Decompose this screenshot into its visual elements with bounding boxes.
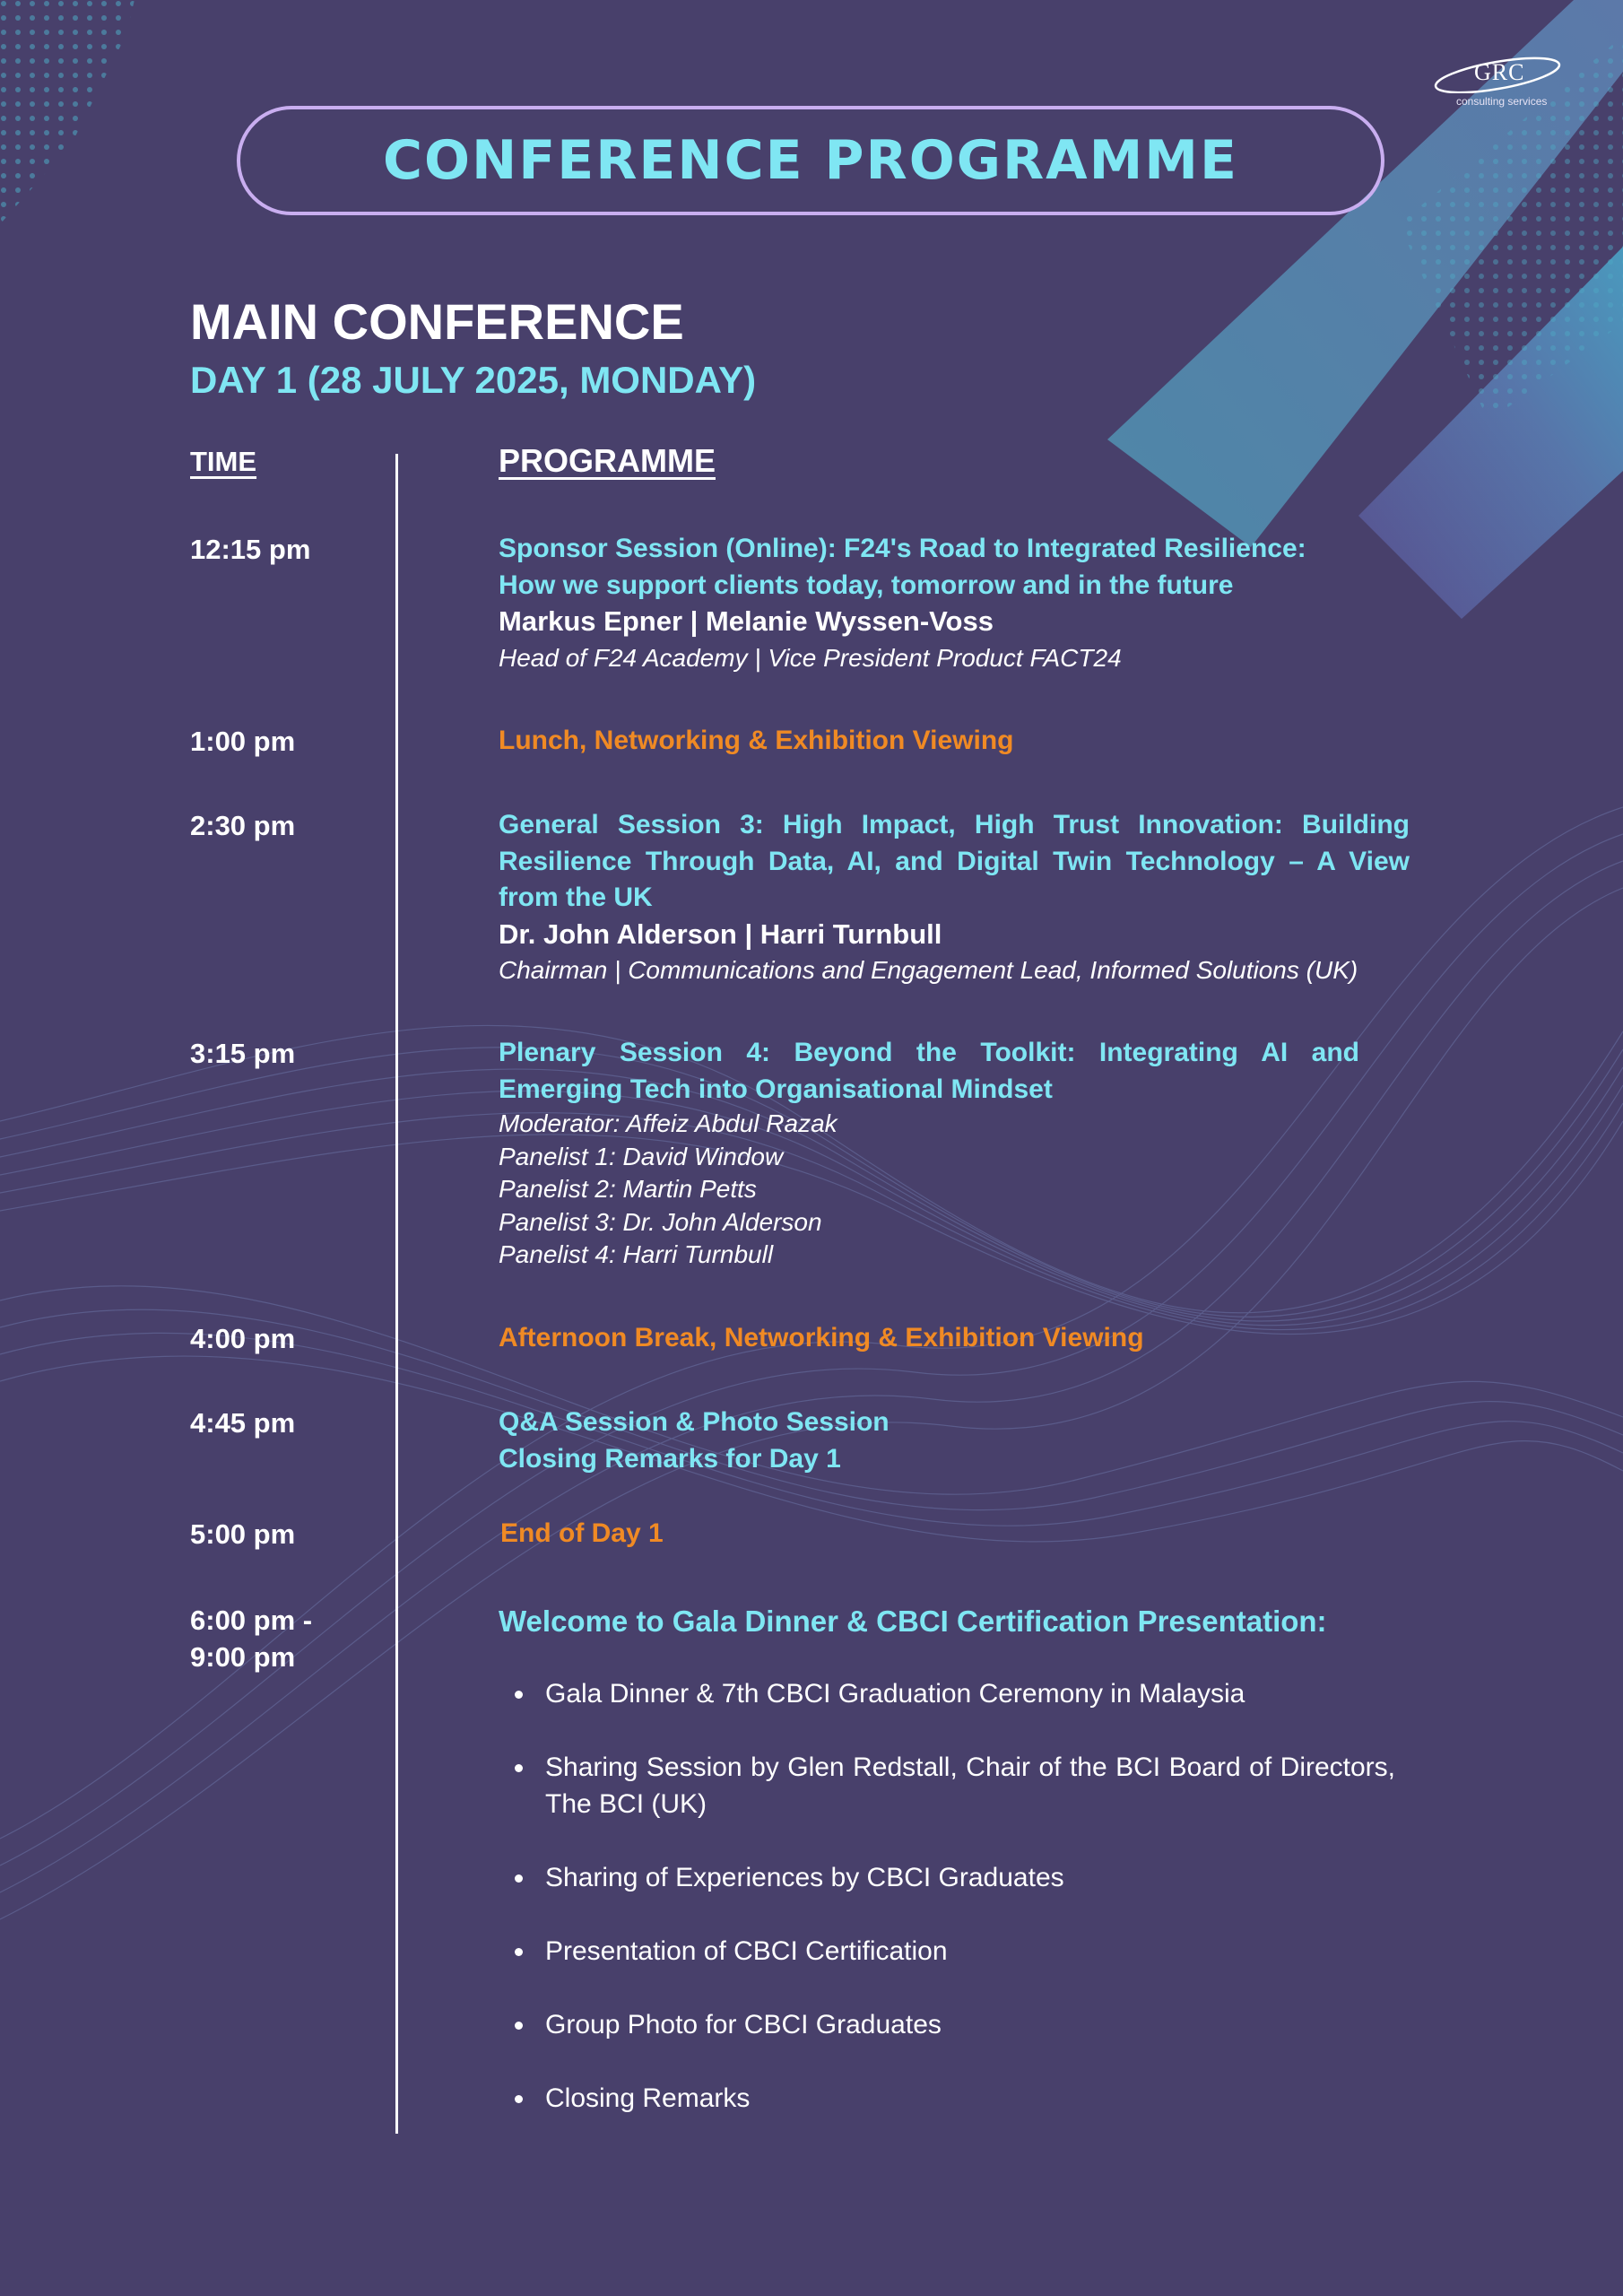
- schedule-time: 3:15 pm: [190, 1038, 296, 1069]
- list-item: Sharing of Experiences by CBCI Graduates: [499, 1859, 1395, 1896]
- session-title-line: Closing Remarks for Day 1: [499, 1443, 841, 1474]
- bullet-icon: [515, 2022, 523, 2030]
- schedule-time: 5:00 pm: [190, 1518, 296, 1550]
- session-roles: Head of F24 Academy | Vice President Product FACT24: [499, 643, 1122, 672]
- gala-agenda-list: [499, 1675, 1395, 2153]
- programme-column-header: PROGRAMME: [499, 442, 716, 479]
- bullet-icon: [515, 1764, 523, 1772]
- panel-member: Panelist 1: David Window: [499, 1142, 784, 1170]
- schedule-time: 4:00 pm: [190, 1323, 296, 1354]
- schedule-item: [499, 531, 1410, 676]
- logo-text: GRC: [1474, 59, 1525, 85]
- schedule-item: [500, 1516, 1411, 1552]
- list-item: Closing Remarks: [499, 2080, 1395, 2117]
- page-title: CONFERENCE PROGRAMME: [382, 129, 1238, 192]
- time-line: 9:00 pm: [190, 1641, 296, 1673]
- list-item: Group Photo for CBCI Graduates: [499, 2006, 1395, 2043]
- time-line: 6:00 pm -: [190, 1605, 313, 1636]
- schedule-item: [499, 723, 1410, 760]
- main-heading: MAIN CONFERENCE: [190, 293, 684, 350]
- list-item: Gala Dinner & 7th CBCI Graduation Ceremony in Malaysia: [499, 1675, 1395, 1712]
- title-banner: [237, 106, 1384, 215]
- session-title-line: Q&A Session & Photo Session: [499, 1407, 890, 1437]
- schedule-item: [499, 1320, 1410, 1357]
- break-title: Lunch, Networking & Exhibition Viewing: [499, 726, 1014, 755]
- gala-title: Welcome to Gala Dinner & CBCI Certification Presentation:: [499, 1605, 1327, 1638]
- session-speakers: Dr. John Alderson | Harri Turnbull: [499, 918, 942, 950]
- schedule-time: [190, 1602, 312, 1675]
- schedule-time: 4:45 pm: [190, 1407, 296, 1439]
- column-divider: [395, 454, 398, 2134]
- day-heading: DAY 1 (28 JULY 2025, MONDAY): [190, 359, 757, 401]
- list-item: Presentation of CBCI Certification: [499, 1933, 1395, 1970]
- schedule-item: [499, 1604, 1410, 1640]
- bullet-icon: [515, 1874, 523, 1883]
- session-title-line: Sponsor Session (Online): F24's Road to Integrated Resilience:: [499, 534, 1306, 563]
- panel-member: Panelist 4: Harri Turnbull: [499, 1240, 774, 1268]
- panel-member: Panelist 3: Dr. John Alderson: [499, 1207, 822, 1236]
- break-title: Afternoon Break, Networking & Exhibition Viewing: [499, 1323, 1144, 1352]
- logo-subtext: consulting services: [1456, 95, 1548, 108]
- session-roles: Chairman | Communications and Engagement Lead, Informed Solutions (UK): [499, 956, 1358, 984]
- schedule-item: [499, 1405, 1410, 1477]
- bullet-icon: [515, 1691, 523, 1699]
- schedule-time: 12:15 pm: [190, 534, 311, 565]
- grc-logo: [1431, 48, 1566, 113]
- bullet-icon: [515, 2095, 523, 2103]
- schedule-time: 2:30 pm: [190, 810, 296, 841]
- list-item: Sharing Session by Glen Redstall, Chair of the BCI Board of Directors, The BCI (UK): [499, 1749, 1395, 1822]
- panel-member: Moderator: Affeiz Abdul Razak: [499, 1109, 838, 1137]
- time-column-header: TIME: [190, 446, 257, 477]
- bullet-icon: [515, 1948, 523, 1956]
- schedule-item: [499, 1035, 1359, 1272]
- session-title: Plenary Session 4: Beyond the Toolkit: Integrating AI and Emerging Tech into Organisational Mindset: [499, 1038, 1359, 1104]
- schedule-time: 1:00 pm: [190, 726, 296, 757]
- end-of-day-label: End of Day 1: [500, 1518, 664, 1548]
- schedule-item: [499, 807, 1410, 989]
- session-title-line: How we support clients today, tomorrow and in the future: [499, 570, 1234, 600]
- session-title: General Session 3: High Impact, High Trust Innovation: Building Resilience Through Data, AI, and Digital Twin Technology – A View from the UK: [499, 810, 1410, 912]
- panel-member: Panelist 2: Martin Petts: [499, 1175, 757, 1203]
- session-speakers: Markus Epner | Melanie Wyssen-Voss: [499, 605, 994, 637]
